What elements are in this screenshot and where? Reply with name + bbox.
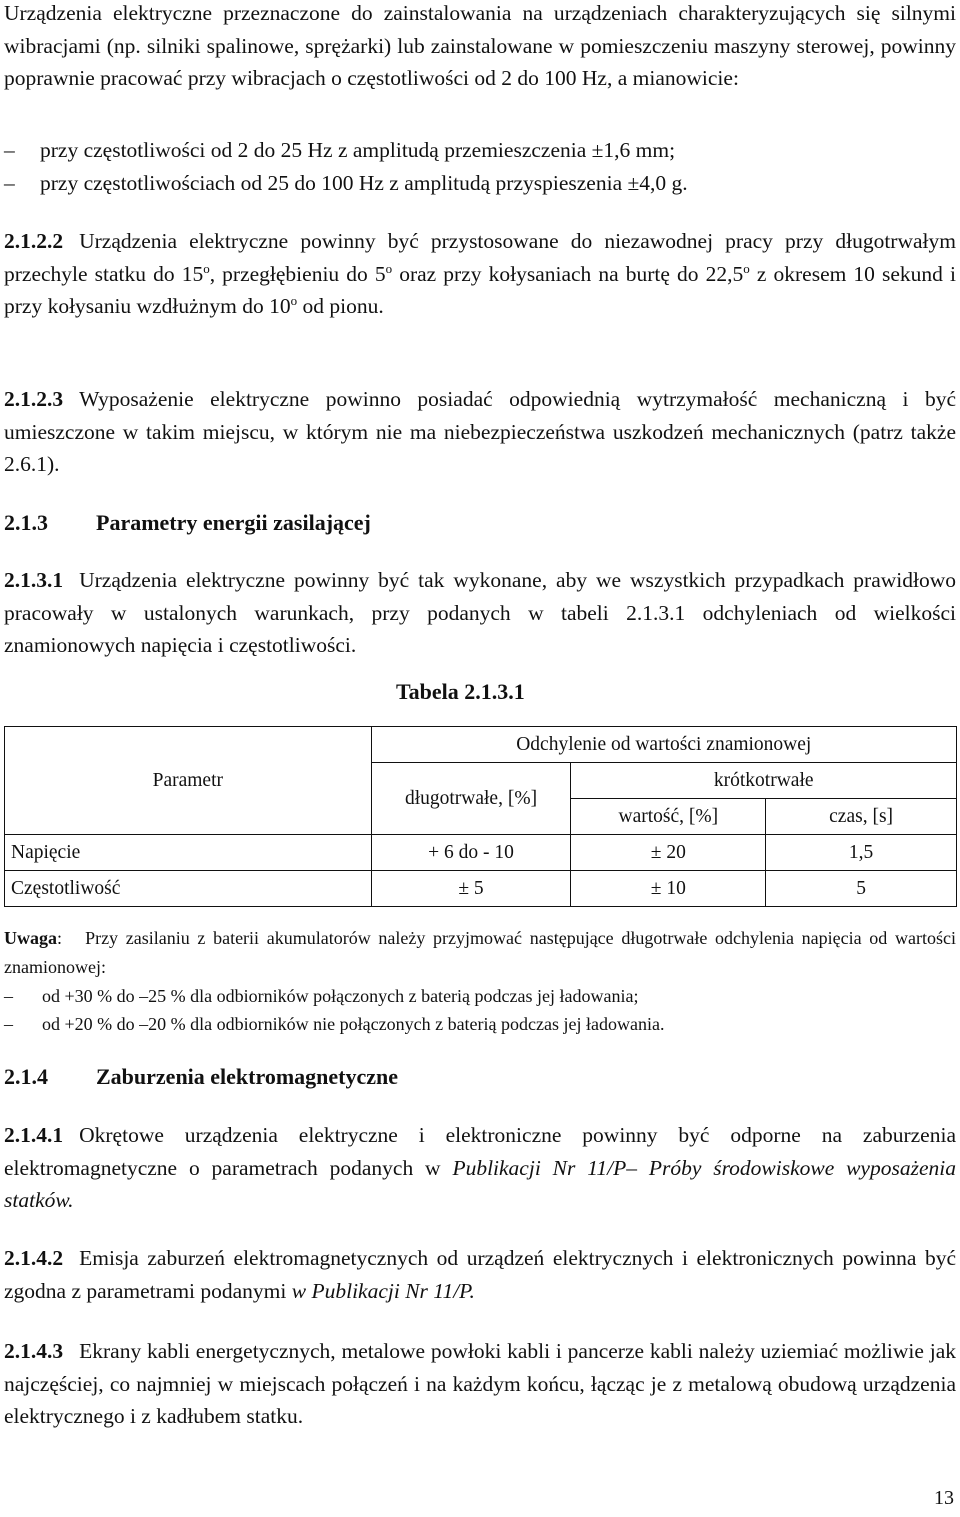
dash-mark: – [4, 986, 13, 1006]
row-time: 1,5 [766, 835, 957, 871]
header-short-term: krótkotrwałe [571, 763, 957, 799]
section-number: 2.1.4.1 [4, 1123, 64, 1147]
section-number: 2.1.2.3 [4, 387, 64, 411]
section-2-1-4-2: 2.1.4.2 Emisja zaburzeń elektromagnetycznych od urządzeń elektrycznych i elektronicznych powinna być zgodna z parametrami podanymi w Publikacji Nr 11/P. [4, 1242, 956, 1307]
section-number: 2.1.4.2 [4, 1246, 64, 1270]
list-item: – przy częstotliwościach od 25 do 100 Hz z amplitudą przyspieszenia ±4,0 g. [4, 167, 956, 200]
header-parametr: Parametr [5, 727, 372, 835]
vibration-list [4, 134, 956, 199]
section-heading-2-1-3: 2.1.3 Parametry energii zasilającej [4, 510, 371, 535]
row-long: + 6 do - 10 [371, 835, 571, 871]
section-number: 2.1.4.3 [4, 1339, 64, 1363]
dash-mark: – [4, 170, 15, 195]
section-2-1-4-1: 2.1.4.1 Okrętowe urządzenia elektryczne i elektroniczne powinny być odporne na zaburzenia elektromagnetyczne o parametrach podanych w Publikacji Nr 11/P– Próby środowiskowe wyposażenia statków. [4, 1119, 956, 1217]
list-item: – od +20 % do –20 % dla odbiorników nie połączonych z baterią podczas jej ładowania. [4, 1010, 956, 1038]
note-list [4, 982, 956, 1038]
table-title: Tabela 2.1.3.1 [396, 679, 525, 704]
list-item: – od +30 % do –25 % dla odbiorników połączonych z baterią podczas jej ładowania; [4, 982, 956, 1010]
table-row [5, 871, 957, 907]
deviation-table [4, 726, 957, 907]
section-2-1-2-3: 2.1.2.3 Wyposażenie elektryczne powinno posiadać odpowiednią wytrzymałość mechaniczną i być umieszczone w takim miejscu, w którym nie ma niebezpieczeństwa uszkodzeń mechanicznych (patrz także 2.6.1). [4, 383, 956, 481]
row-name: Częstotliwość [5, 871, 372, 907]
header-time: czas, [s] [766, 799, 957, 835]
table-row [5, 835, 957, 871]
row-time: 5 [766, 871, 957, 907]
row-name: Napięcie [5, 835, 372, 871]
header-deviation: Odchylenie od wartości znamionowej [371, 727, 956, 763]
intro-paragraph: Urządzenia elektryczne przeznaczone do zainstalowania na urządzeniach charakteryzujących się silnymi wibracjami (np. silniki spalinowe, sprężarki) lub zainstalowane w pomieszczeniu maszyny sterowej, powinny poprawnie pracować przy wibracjach o częstotliwości od 2 do 100 Hz, a mianowicie: [4, 1, 956, 90]
note-label: Uwaga [4, 928, 57, 948]
row-long: ± 5 [371, 871, 571, 907]
section-number: 2.1.2.2 [4, 229, 64, 253]
note-paragraph: Uwaga: Przy zasilaniu z baterii akumulatorów należy przyjmować następujące długotrwałe odchylenia napięcia od wartości znamionowej: [4, 928, 956, 977]
dash-mark: – [4, 138, 15, 162]
row-value: ± 10 [571, 871, 766, 907]
row-value: ± 20 [571, 835, 766, 871]
section-2-1-2-2: 2.1.2.2 Urządzenia elektryczne powinny być przystosowane do niezawodnej pracy przy długotrwałym przechyle statku do 15$^o$, przegłębieniu do 5$^o$ oraz przy kołysaniach na burtę do 22,5$^o$ z okresem 10 sekund i przy kołysaniu wzdłużnym do 10$^o$ od pionu. [4, 225, 956, 323]
header-long-term: długotrwałe, [%] [371, 763, 571, 835]
list-item: – przy częstotliwości od 2 do 25 Hz z amplitudą przemieszczenia ±1,6 mm; [4, 134, 956, 167]
section-2-1-4-3: 2.1.4.3 Ekrany kabli energetycznych, metalowe powłoki kabli i pancerze kabli należy uziemiać możliwie jak najczęściej, co najmniej w miejscach połączeń i na każdym końcu, łącząc je z metalową obudową urządzenia elektrycznego i z kadłubem statku. [4, 1335, 956, 1433]
section-number: 2.1.3.1 [4, 568, 64, 592]
page-number: 13 [934, 1487, 954, 1509]
section-heading-2-1-4: 2.1.4 Zaburzenia elektromagnetyczne [4, 1064, 399, 1089]
dash-mark: – [4, 1014, 13, 1034]
section-2-1-3-1: 2.1.3.1 Urządzenia elektryczne powinny być tak wykonane, aby we wszystkich przypadkach prawidłowo pracowały w ustalonych warunkach, przy podanych w tabeli 2.1.3.1 odchyleniach od wielkości znamionowych napięcia i częstotliwości. [4, 564, 956, 662]
header-value: wartość, [%] [571, 799, 766, 835]
